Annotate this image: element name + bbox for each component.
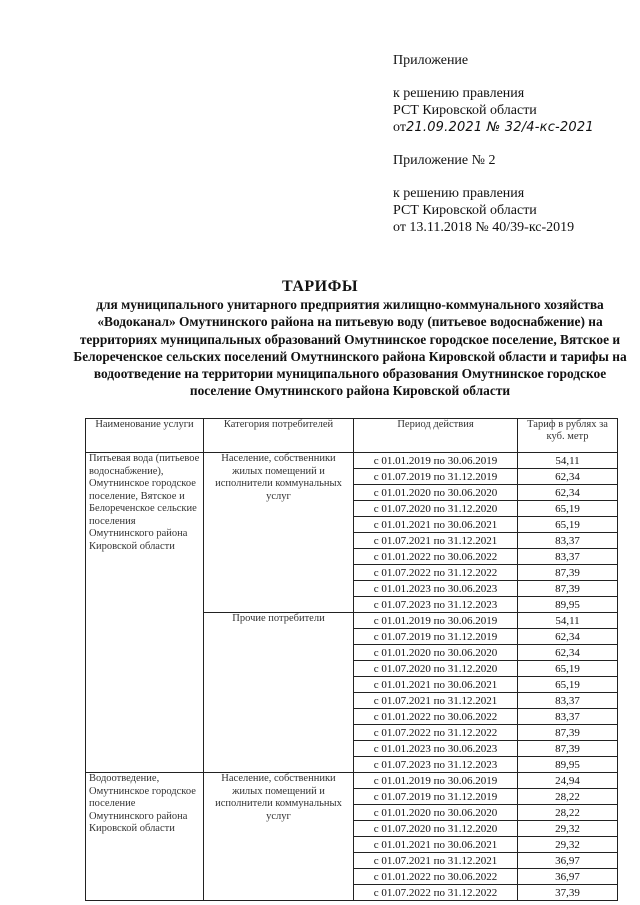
- tariff-cell: 65,19: [518, 517, 618, 533]
- tariff-cell: 65,19: [518, 501, 618, 517]
- column-header: Период действия: [354, 419, 518, 453]
- period-cell: с 01.07.2022 по 31.12.2022: [354, 725, 518, 741]
- org-line-2: РСТ Кировской области: [393, 203, 537, 218]
- period-cell: с 01.01.2020 по 30.06.2020: [354, 805, 518, 821]
- service-name: Водоотведение, Омутнинское городское поселение Омутнинского района Кировской области: [86, 773, 204, 901]
- tariff-cell: 87,39: [518, 565, 618, 581]
- decision-date-2: от 13.11.2018 № 40/39-кс-2019: [393, 220, 575, 235]
- tariff-cell: 89,95: [518, 597, 618, 613]
- tariff-table: [85, 418, 618, 901]
- decision-date: [393, 119, 633, 136]
- tariff-cell: 62,34: [518, 645, 618, 661]
- column-header: Категория потребителей: [204, 419, 354, 453]
- appendix-header: [393, 52, 633, 236]
- period-cell: с 01.07.2019 по 31.12.2019: [354, 789, 518, 805]
- tariff-cell: 83,37: [518, 533, 618, 549]
- period-cell: с 01.07.2021 по 31.12.2021: [354, 693, 518, 709]
- tariff-cell: 83,37: [518, 693, 618, 709]
- period-cell: с 01.07.2021 по 31.12.2021: [354, 533, 518, 549]
- tariff-cell: 29,32: [518, 821, 618, 837]
- period-cell: с 01.07.2023 по 31.12.2023: [354, 757, 518, 773]
- consumer-category: Население, собственники жилых помещений и исполнители коммунальных услуг: [204, 773, 354, 901]
- column-header: Тариф в рублях за куб. метр: [518, 419, 618, 453]
- period-cell: с 01.01.2020 по 30.06.2020: [354, 645, 518, 661]
- tariff-cell: 87,39: [518, 725, 618, 741]
- tariff-cell: 62,34: [518, 485, 618, 501]
- column-header: Наименование услуги: [86, 419, 204, 453]
- handwritten-date: 21.09.2021 № 32/4-кс-2021: [405, 120, 594, 135]
- period-cell: с 01.01.2022 по 30.06.2022: [354, 869, 518, 885]
- period-cell: с 01.07.2020 по 31.12.2020: [354, 501, 518, 517]
- consumer-category: Прочие потребители: [204, 613, 354, 773]
- tariff-cell: 65,19: [518, 661, 618, 677]
- tariff-cell: 24,94: [518, 773, 618, 789]
- period-cell: с 01.01.2019 по 30.06.2019: [354, 453, 518, 469]
- period-cell: с 01.07.2022 по 31.12.2022: [354, 565, 518, 581]
- period-cell: с 01.07.2019 по 31.12.2019: [354, 469, 518, 485]
- table-row: [86, 453, 618, 469]
- tariff-cell: 36,97: [518, 869, 618, 885]
- period-cell: с 01.07.2022 по 31.12.2022: [354, 885, 518, 901]
- consumer-category: Население, собственники жилых помещений и исполнители коммунальных услуг: [204, 453, 354, 613]
- org-line: РСТ Кировской области: [393, 103, 537, 118]
- table-row: [86, 773, 618, 789]
- table-header-row: [86, 419, 618, 453]
- decision-line-2: к решению правления: [393, 186, 525, 201]
- period-cell: с 01.01.2022 по 30.06.2022: [354, 549, 518, 565]
- period-cell: с 01.01.2020 по 30.06.2020: [354, 485, 518, 501]
- period-cell: с 01.01.2022 по 30.06.2022: [354, 709, 518, 725]
- appendix2-label: Приложение № 2: [393, 153, 496, 168]
- tariff-cell: 28,22: [518, 789, 618, 805]
- tariff-cell: 65,19: [518, 677, 618, 693]
- tariff-cell: 83,37: [518, 709, 618, 725]
- tariff-cell: 89,95: [518, 757, 618, 773]
- period-cell: с 01.01.2023 по 30.06.2023: [354, 741, 518, 757]
- period-cell: с 01.01.2021 по 30.06.2021: [354, 837, 518, 853]
- period-cell: с 01.07.2019 по 31.12.2019: [354, 629, 518, 645]
- period-cell: с 01.07.2020 по 31.12.2020: [354, 661, 518, 677]
- tariff-cell: 87,39: [518, 741, 618, 757]
- tariff-table-body: [86, 453, 618, 901]
- period-cell: с 01.01.2019 по 30.06.2019: [354, 613, 518, 629]
- document-subtitle: для муниципального унитарного предприятия жилищно-коммунального хозяйства «Водоканал» Омутнинского района на питьевую воду (питьевое водоснабжение) на территориях муниципальных образований Омутнинское городское поселение, Вятское и Белореченское сельских поселений Омутнинского района Кировской области и тарифы на водоотведение на территории муниципального образования Омутнинское городское поселение Омутнинского района Кировской области: [73, 297, 627, 399]
- period-cell: с 01.01.2023 по 30.06.2023: [354, 581, 518, 597]
- service-name: Питьевая вода (питьевое водоснабжение), Омутнинское городское поселение, Вятское и Белореченское сельские поселения Омутнинского района Кировской области: [86, 453, 204, 773]
- period-cell: с 01.07.2020 по 31.12.2020: [354, 821, 518, 837]
- period-cell: с 01.01.2019 по 30.06.2019: [354, 773, 518, 789]
- tariff-cell: 36,97: [518, 853, 618, 869]
- date-prefix: от: [393, 120, 406, 135]
- document-title: ТАРИФЫ: [281, 278, 359, 295]
- tariff-cell: 54,11: [518, 613, 618, 629]
- tariff-cell: 62,34: [518, 629, 618, 645]
- tariff-cell: 29,32: [518, 837, 618, 853]
- appendix-label: Приложение: [393, 53, 469, 68]
- tariff-cell: 54,11: [518, 453, 618, 469]
- tariff-cell: 83,37: [518, 549, 618, 565]
- tariff-cell: 87,39: [518, 581, 618, 597]
- period-cell: с 01.01.2021 по 30.06.2021: [354, 677, 518, 693]
- decision-line: к решению правления: [393, 86, 525, 101]
- period-cell: с 01.01.2021 по 30.06.2021: [354, 517, 518, 533]
- tariff-cell: 62,34: [518, 469, 618, 485]
- period-cell: с 01.07.2021 по 31.12.2021: [354, 853, 518, 869]
- period-cell: с 01.07.2023 по 31.12.2023: [354, 597, 518, 613]
- tariff-cell: 37,39: [518, 885, 618, 901]
- tariff-cell: 28,22: [518, 805, 618, 821]
